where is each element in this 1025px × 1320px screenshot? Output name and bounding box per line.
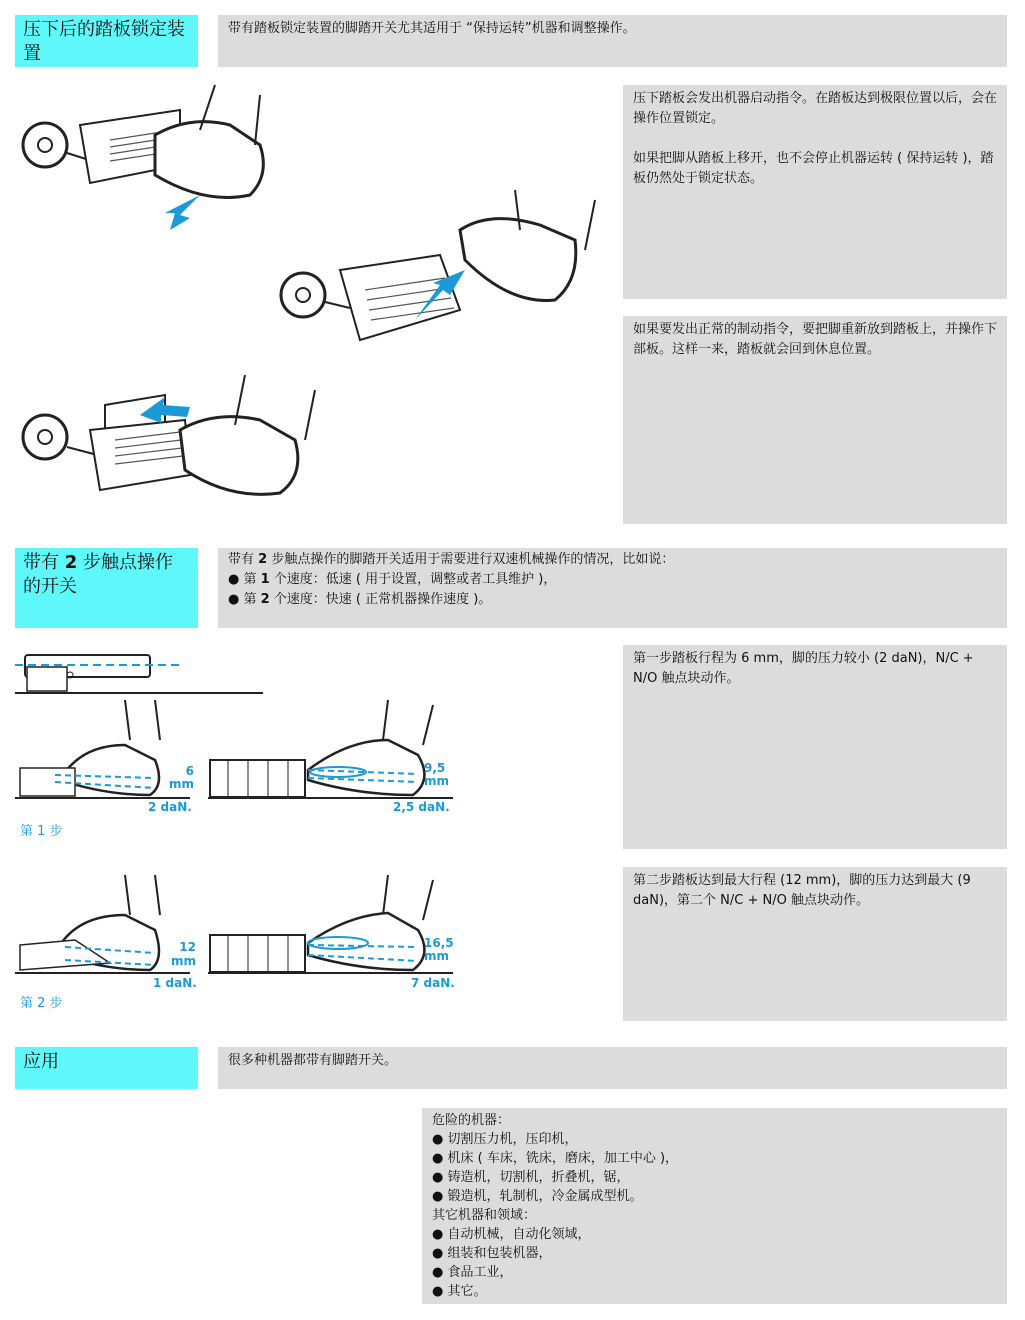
step2-label: 第 2 步 (20, 996, 63, 1011)
step2-a-travel: 12 (179, 940, 196, 954)
step2-description: 第二步踏板达到最大行程 (12 mm)，脚的压力达到最大 (9 daN)，第二个 N/C + N/O 触点块动作。 (623, 867, 1007, 1021)
pedal-release-illustration (15, 375, 315, 525)
dangerous-machines-heading: 危险的机器： (432, 1113, 511, 1128)
other-machines-heading: 其它机器和领域： (432, 1208, 537, 1223)
section-intro-two-step (218, 548, 1007, 628)
pedal-lock-description (623, 85, 1007, 299)
pedal-release-description: 如果要发出正常的制动指令，要把脚重新放到踏板上，并操作下部板。这样一来，踏板就会回到休息位置。 (623, 316, 1007, 524)
pedal-press-illustration (15, 85, 315, 235)
section-title-two-step (15, 548, 198, 628)
section-intro-applications: 很多种机器都带有脚踏开关。 (218, 1047, 1007, 1089)
speed-bullet-1: ● 第 1 个速度：低速 ( 用于设置，调整或者工具维护 )， (228, 570, 997, 590)
step2-b-unit: mm (424, 949, 450, 963)
pedal-press-text: 压下踏板会发出机器启动指令。在踏板达到极限位置以后，会在操作位置锁定。 (633, 91, 998, 126)
list-item: ● 铸造机，切割机，折叠机，锯， (432, 1168, 997, 1187)
section-title-applications: 应用 (15, 1047, 198, 1089)
speed-bullet-2: ● 第 2 个速度：快速 ( 正常机器操作速度 )。 (228, 590, 997, 610)
title-text-post: 步触点操作的开关 (23, 552, 173, 597)
two-step-intro-line: 带有 2 步触点操作的脚踏开关适用于需要进行双速机械操作的情况，比如说： (228, 552, 675, 567)
list-item: ● 切割压力机，压印机， (432, 1130, 997, 1149)
section-title-pedal-lock: 压下后的踏板锁定装置 (15, 15, 198, 67)
list-item: ● 组装和包装机器， (432, 1244, 997, 1263)
step1-b-unit: mm (424, 774, 450, 788)
step2-a-force: 1 daN. (153, 976, 197, 990)
pedal-side-reference (15, 645, 265, 695)
step1-b-travel: 9,5 (424, 761, 446, 775)
pedal-hold-text: 如果把脚从踏板上移开，也不会停止机器运转 ( 保持运转 )，踏板仍然处于锁定状态。 (633, 151, 994, 186)
applications-list-box (422, 1108, 1007, 1304)
section-intro-pedal-lock: 带有踏板锁定装置的脚踏开关尤其适用于 “保持运转”机器和调整操作。 (218, 15, 1007, 67)
step1-a-force: 2 daN. (148, 800, 192, 814)
step1-b-force: 2,5 daN. (393, 800, 450, 814)
step2-b-force: 7 daN. (411, 976, 455, 990)
step2-b-travel: 16,5 (424, 936, 454, 950)
title-step-number: 2 (64, 552, 78, 573)
pedal-locked-illustration (275, 190, 605, 355)
step1-a-travel: 6 (185, 764, 194, 778)
list-item: ● 锻造机，轧制机，冷金属成型机。 (432, 1187, 997, 1206)
step1-description: 第一步踏板行程为 6 mm，脚的压力较小 (2 daN)，N/C + N/O 触点块动作。 (623, 645, 1007, 849)
step1-label: 第 1 步 (20, 824, 63, 839)
list-item: ● 自动机械，自动化领域， (432, 1225, 997, 1244)
list-item: ● 其它。 (432, 1282, 997, 1301)
step2-pedal-b-illustration (208, 875, 458, 975)
title-text-pre: 带有 (23, 552, 65, 573)
step1-pedal-b-illustration (208, 700, 458, 800)
list-item: ● 食品工业， (432, 1263, 997, 1282)
step1-a-unit: mm (168, 777, 194, 791)
list-item: ● 机床 ( 车床，铣床，磨床，加工中心 )， (432, 1149, 997, 1168)
step2-a-unit: mm (170, 954, 196, 968)
